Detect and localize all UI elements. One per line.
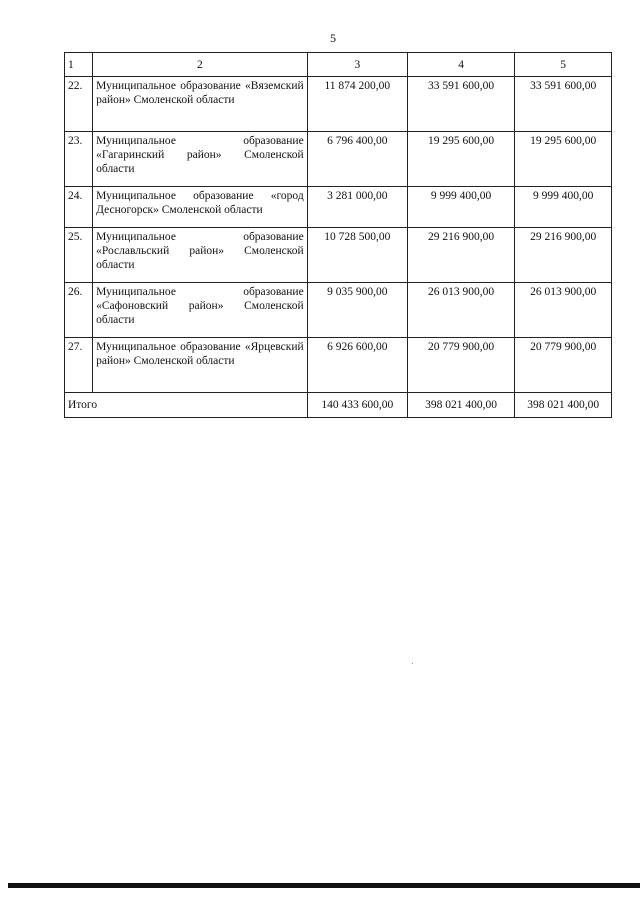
table-row xyxy=(65,77,612,132)
header-col-1: 1 xyxy=(65,53,93,77)
table-row xyxy=(65,187,612,228)
amount-col-4: 9 999 400,00 xyxy=(407,187,514,228)
total-row xyxy=(65,393,612,418)
amount-col-3: 10 728 500,00 xyxy=(307,228,407,283)
total-col-4: 398 021 400,00 xyxy=(407,393,514,418)
table-row xyxy=(65,132,612,187)
municipality-name: Муниципальное образование «Рославльский район» Смоленской области xyxy=(93,228,308,283)
amount-col-4: 20 779 900,00 xyxy=(407,338,514,393)
municipality-name: Муниципальное образование «город Десногорск» Смоленской области xyxy=(93,187,308,228)
table-row xyxy=(65,338,612,393)
table-header-row xyxy=(65,53,612,77)
table-row xyxy=(65,228,612,283)
amount-col-3: 11 874 200,00 xyxy=(307,77,407,132)
header-col-2: 2 xyxy=(93,53,308,77)
page-number: 5 xyxy=(330,31,336,45)
amount-col-5: 9 999 400,00 xyxy=(515,187,612,228)
amount-col-4: 26 013 900,00 xyxy=(407,283,514,338)
scan-speck xyxy=(412,663,413,664)
row-number: 26. xyxy=(65,283,93,338)
municipality-name: Муниципальное образование «Вяземский район» Смоленской области xyxy=(93,77,308,132)
total-label: Итого xyxy=(65,393,308,418)
amount-col-3: 6 796 400,00 xyxy=(307,132,407,187)
total-col-3: 140 433 600,00 xyxy=(307,393,407,418)
header-col-4: 4 xyxy=(407,53,514,77)
header-col-5: 5 xyxy=(515,53,612,77)
table-row xyxy=(65,283,612,338)
amount-col-5: 20 779 900,00 xyxy=(515,338,612,393)
amount-col-5: 29 216 900,00 xyxy=(515,228,612,283)
amount-col-4: 19 295 600,00 xyxy=(407,132,514,187)
amount-col-4: 29 216 900,00 xyxy=(407,228,514,283)
municipality-name: Муниципальное образование «Гагаринский район» Смоленской области xyxy=(93,132,308,187)
municipality-name: Муниципальное образование «Ярцевский район» Смоленской области xyxy=(93,338,308,393)
budget-table xyxy=(64,52,612,418)
total-col-5: 398 021 400,00 xyxy=(515,393,612,418)
header-col-3: 3 xyxy=(307,53,407,77)
amount-col-3: 9 035 900,00 xyxy=(307,283,407,338)
amount-col-3: 6 926 600,00 xyxy=(307,338,407,393)
row-number: 27. xyxy=(65,338,93,393)
scan-bottom-border xyxy=(8,883,640,888)
municipality-name: Муниципальное образование «Сафоновский район» Смоленской области xyxy=(93,283,308,338)
row-number: 22. xyxy=(65,77,93,132)
amount-col-3: 3 281 000,00 xyxy=(307,187,407,228)
amount-col-5: 26 013 900,00 xyxy=(515,283,612,338)
row-number: 25. xyxy=(65,228,93,283)
row-number: 24. xyxy=(65,187,93,228)
amount-col-4: 33 591 600,00 xyxy=(407,77,514,132)
row-number: 23. xyxy=(65,132,93,187)
amount-col-5: 19 295 600,00 xyxy=(515,132,612,187)
amount-col-5: 33 591 600,00 xyxy=(515,77,612,132)
